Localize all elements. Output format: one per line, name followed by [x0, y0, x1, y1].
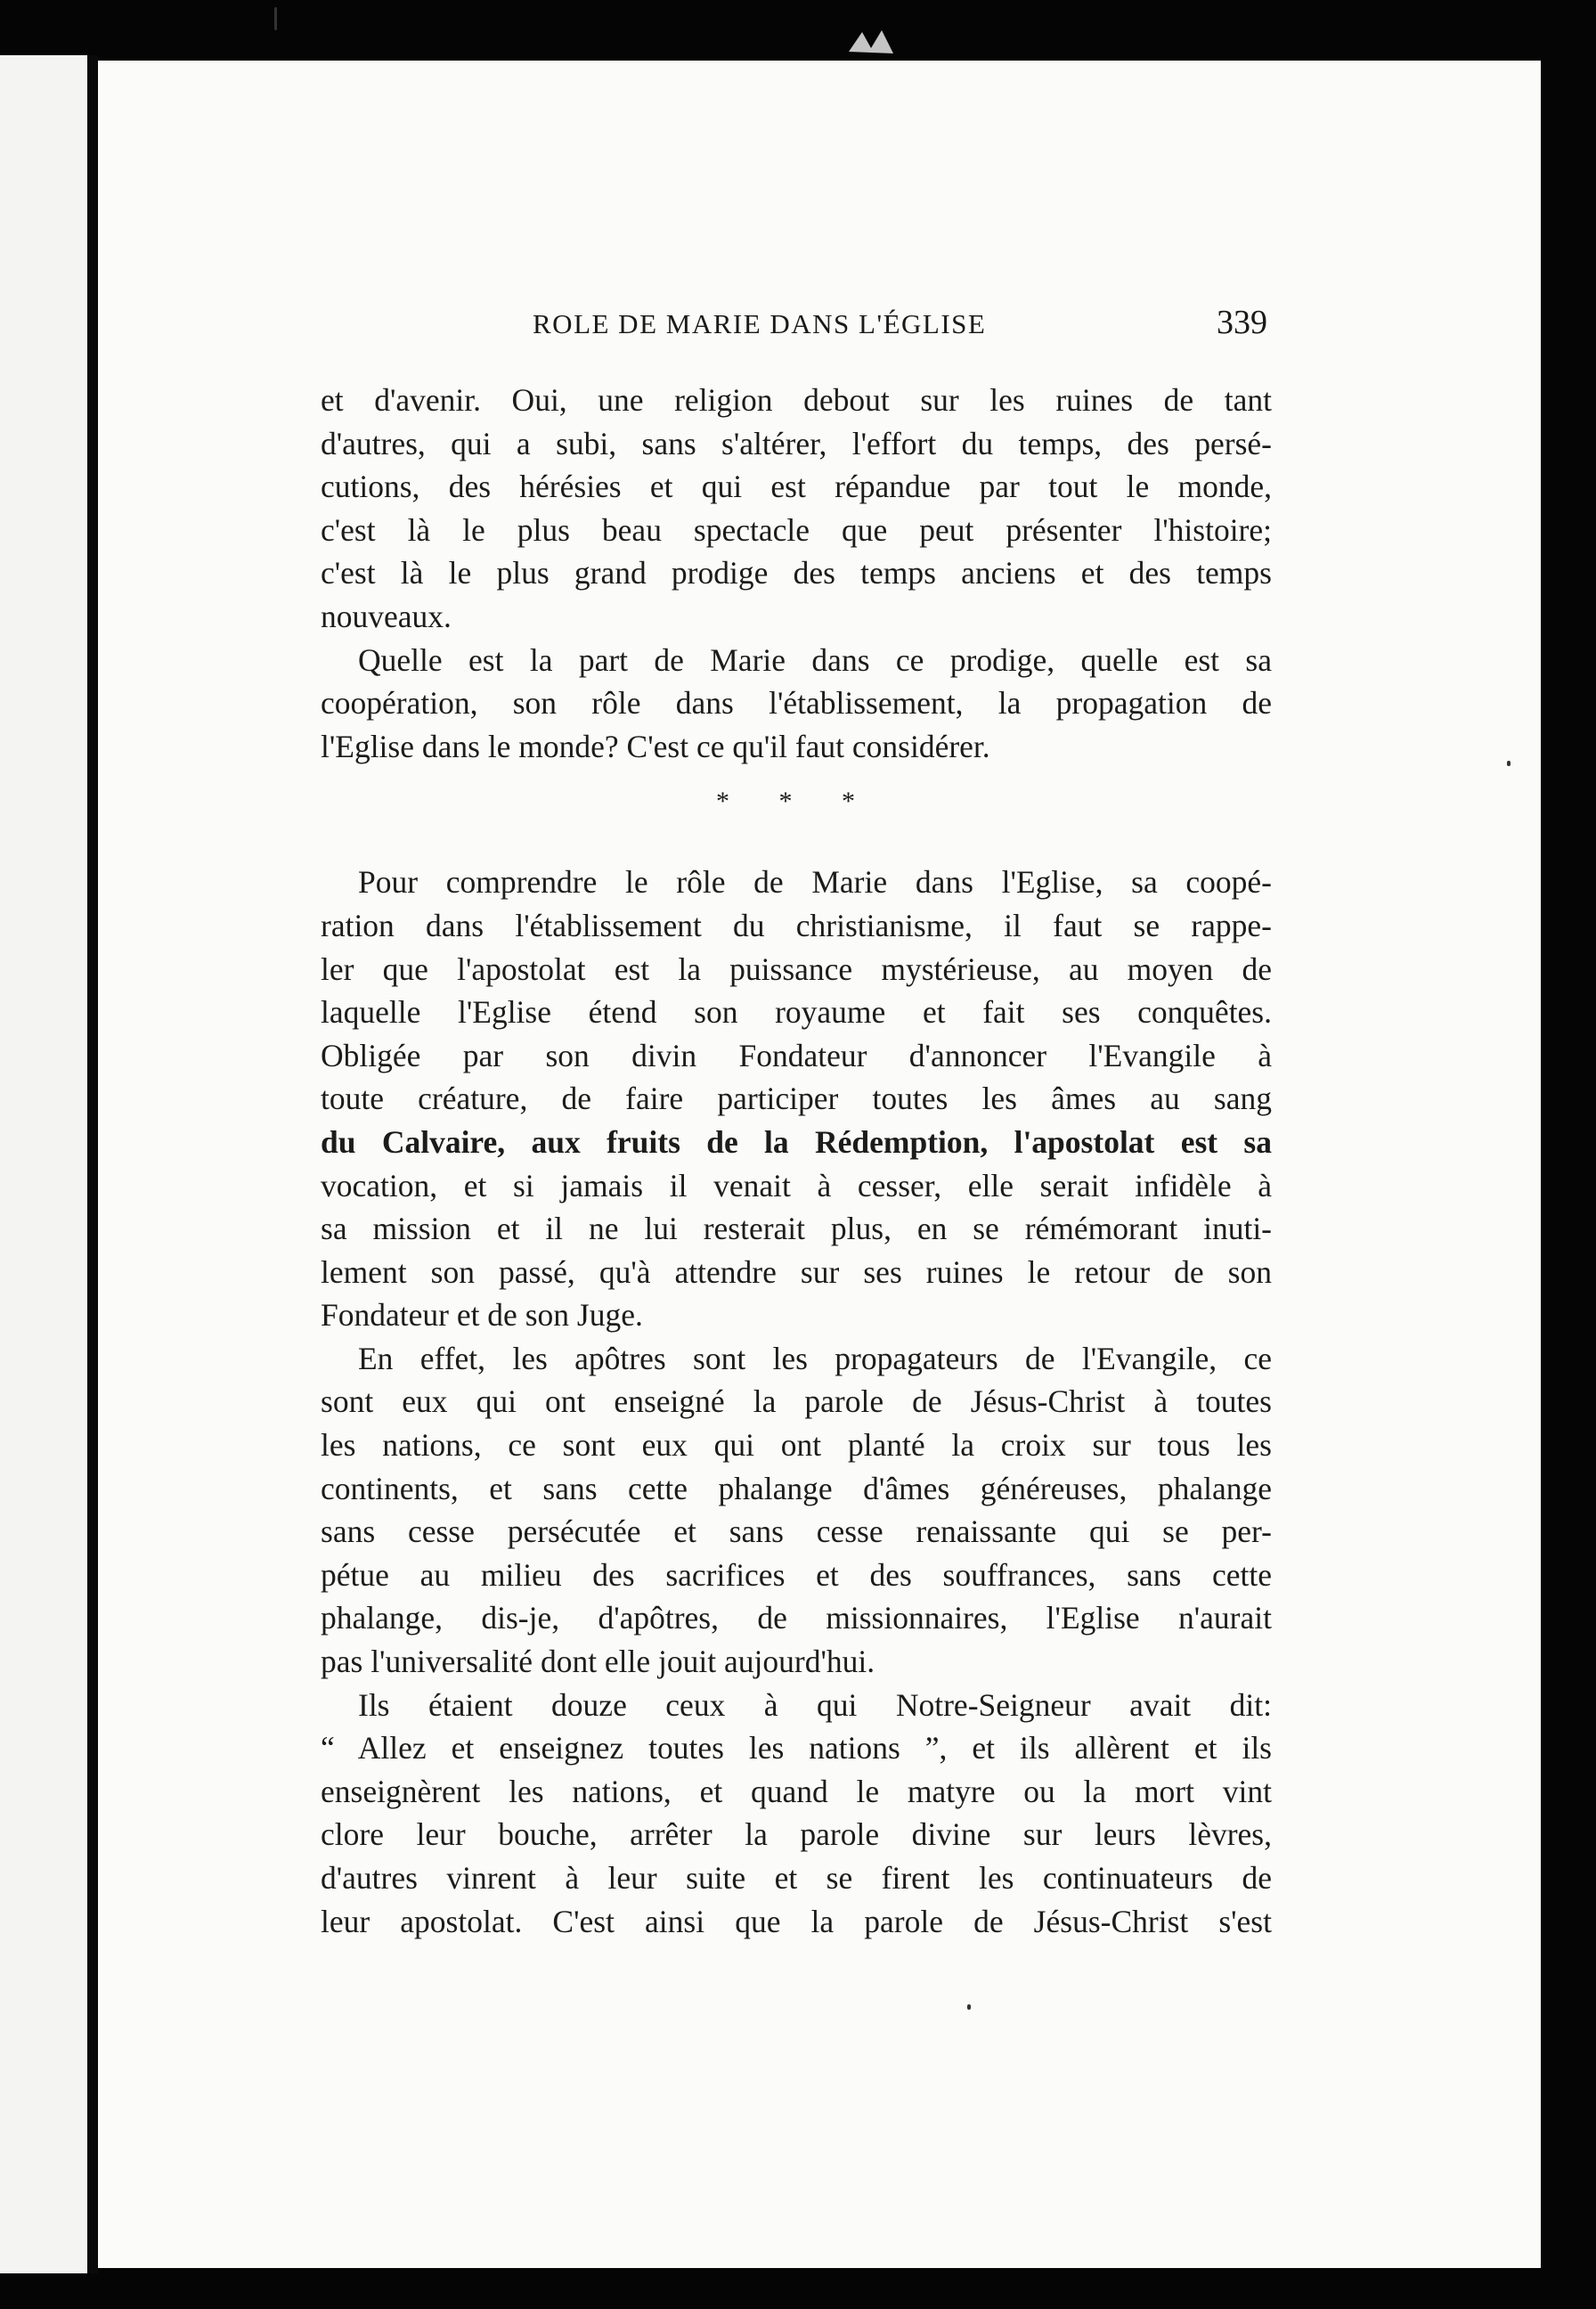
- text-line: sans cesse persécutée et sans cesse renaissante qui se per-: [321, 1513, 1272, 1550]
- text-line: c'est là le plus grand prodige des temps anciens et des temps: [321, 555, 1272, 592]
- text-line: lement son passé, qu'à attendre sur ses ruines le retour de son: [321, 1253, 1272, 1290]
- text-line: d'autres vinrent à leur suite et se firent les continuateurs de: [321, 1860, 1272, 1896]
- text-line: ler que l'apostolat est la puissance mystérieuse, au moyen de: [321, 951, 1272, 987]
- text-line: enseignèrent les nations, et quand le matyre ou la mort vint: [321, 1773, 1272, 1809]
- text-line: les nations, ce sont eux qui ont planté la croix sur tous les: [321, 1427, 1272, 1464]
- text-line: toute créature, de faire participer toutes les âmes au sang: [321, 1081, 1272, 1117]
- body-text: [321, 379, 1272, 1943]
- text-line: Quelle est la part de Marie dans ce prodige, quelle est sa: [358, 641, 1272, 678]
- text-line: continents, et sans cette phalange d'âmes généreuses, phalange: [321, 1470, 1272, 1506]
- ink-speck: [1507, 761, 1510, 766]
- ink-speck: [274, 7, 277, 30]
- text-line: laquelle l'Eglise étend son royaume et fait ses conquêtes.: [321, 994, 1272, 1031]
- running-head: [426, 304, 1267, 353]
- page-number: 339: [1217, 304, 1267, 341]
- text-line: Fondateur et de son Juge.: [321, 1297, 643, 1334]
- text-line: ration dans l'établissement du christianisme, il faut se rappe-: [321, 907, 1272, 943]
- text-line: nouveaux.: [321, 598, 452, 634]
- ink-speck: [967, 2004, 971, 2010]
- text-line: sa mission et il ne lui resterait plus, en se rémémorant inuti-: [321, 1211, 1272, 1247]
- text-line: vocation, et si jamais il venait à cesser, elle serait infidèle à: [321, 1167, 1272, 1203]
- gutter-shadow: [87, 55, 98, 2273]
- text-line: c'est là le plus beau spectacle que peut présenter l'histoire;: [321, 511, 1272, 548]
- section-ornament: * * *: [716, 787, 876, 817]
- text-line: Obligée par son divin Fondateur d'annoncer l'Evangile à: [321, 1037, 1272, 1073]
- running-title: ROLE DE MARIE DANS L'ÉGLISE: [533, 308, 987, 339]
- scan-artifact-mark: [844, 25, 898, 61]
- text-line: pétue au milieu des sacrifices et des souffrances, sans cette: [321, 1556, 1272, 1593]
- text-line: En effet, les apôtres sont les propagateurs de l'Evangile, ce: [358, 1340, 1272, 1376]
- section-gap: [321, 836, 1272, 861]
- text-line: et d'avenir. Oui, une religion debout sur les ruines de tant: [321, 382, 1272, 418]
- facing-page-edge: [0, 55, 87, 2273]
- text-line: “ Allez et enseignez toutes les nations ”, et ils allèrent et ils: [321, 1730, 1272, 1766]
- text-line: Pour comprendre le rôle de Marie dans l'Eglise, sa coopé-: [358, 864, 1272, 901]
- text-line: du Calvaire, aux fruits de la Rédemption, l'apostolat est sa: [321, 1123, 1272, 1160]
- text-line: d'autres, qui a subi, sans s'altérer, l'effort du temps, des persé-: [321, 425, 1272, 461]
- text-line: Ils étaient douze ceux à qui Notre-Seigneur avait dit:: [358, 1686, 1272, 1723]
- text-line: clore leur bouche, arrêter la parole divine sur leurs lèvres,: [321, 1816, 1272, 1853]
- text-line: phalange, dis-je, d'apôtres, de missionnaires, l'Eglise n'aurait: [321, 1600, 1272, 1636]
- text-line: sont eux qui ont enseigné la parole de Jésus-Christ à toutes: [321, 1383, 1272, 1420]
- text-line: leur apostolat. C'est ainsi que la parole de Jésus-Christ s'est: [321, 1903, 1272, 1939]
- text-line: l'Eglise dans le monde? C'est ce qu'il faut considérer.: [321, 728, 990, 764]
- text-line: pas l'universalité dont elle jouit aujourd'hui.: [321, 1644, 875, 1680]
- text-line: cutions, des hérésies et qui est répandue par tout le monde,: [321, 469, 1272, 505]
- text-line: coopération, son rôle dans l'établissement, la propagation de: [321, 685, 1272, 722]
